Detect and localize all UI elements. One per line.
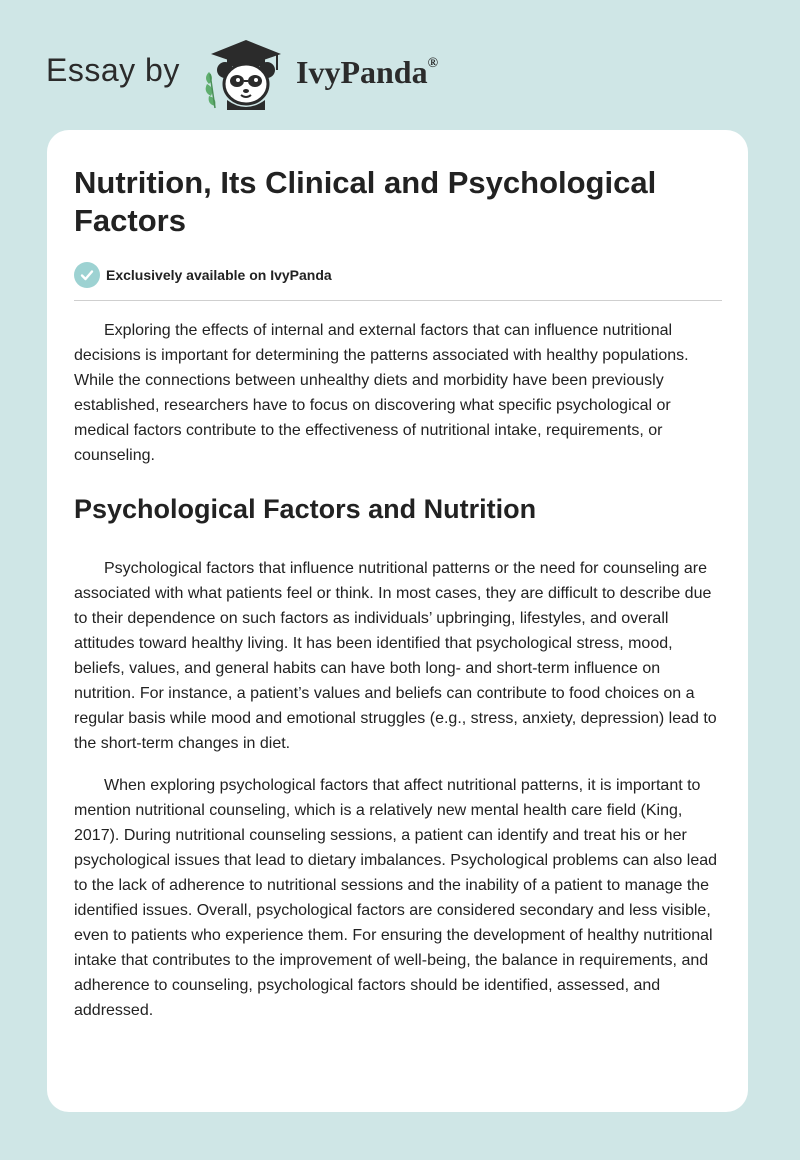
brand-header[interactable] <box>46 34 466 110</box>
essay-card <box>47 130 748 1112</box>
intro-paragraph: Exploring the effects of internal and external factors that can influence nutritional decisions is important for determining the patterns associated with healthy populations. While the connections between unhealthy diets and morbidity have been previously established, researchers have to focus on discovering what specific psychological or medical factors contribute to the effectiveness of nutritional intake, requirements, or counseling. <box>74 322 689 464</box>
essay-by-label: Essay by <box>46 52 180 88</box>
section-heading: Psychological Factors and Nutrition <box>74 494 537 524</box>
divider <box>74 300 722 301</box>
exclusive-badge-label: Exclusively available on IvyPanda <box>106 267 332 283</box>
panda-graduate-icon <box>201 34 291 110</box>
registered-mark: ® <box>427 56 439 71</box>
body-paragraph: Psychological factors that influence nutritional patterns or the need for counseling are associated with what patients feel or think. In most cases, they are difficult to describe due to their dependence on such factors as individuals’ upbringing, lifestyles, and overall attitudes toward healthy living. It has been identified that psychological stress, mood, beliefs, values, and general habits can have both long- and short-term influence on nutrition. For instance, a patient’s values and beliefs can contribute to food choices on a regular basis while mood and emotional struggles (e.g., stress, anxiety, depression) lead to the short-term changes in diet. <box>74 560 717 752</box>
essay-title: Nutrition, Its Clinical and Psychological Factors <box>74 165 657 238</box>
body-paragraph: When exploring psychological factors that affect nutritional patterns, it is important to mention nutritional counseling, which is a relatively new mental health care field (King, 2017). During nutritional counseling sessions, a patient can identify and treat his or her psychological issues that lead to dietary imbalances. Psychological problems can also lead to the lack of adherence to nutritional sessions and the inability of a patient to manage the identified issues. Overall, psychological factors are considered secondary and less visible, even to patients who experience them. For ensuring the development of healthy nutritional intake that contributes to the improvement of well-being, the balance in requirements, and adherence to counseling, psychological factors should be identified, assessed, and addressed. <box>74 777 718 1019</box>
brand-name: IvyPanda® <box>296 54 439 90</box>
essay-content <box>74 164 724 1023</box>
check-circle-icon <box>74 262 100 288</box>
exclusive-badge <box>74 262 724 288</box>
